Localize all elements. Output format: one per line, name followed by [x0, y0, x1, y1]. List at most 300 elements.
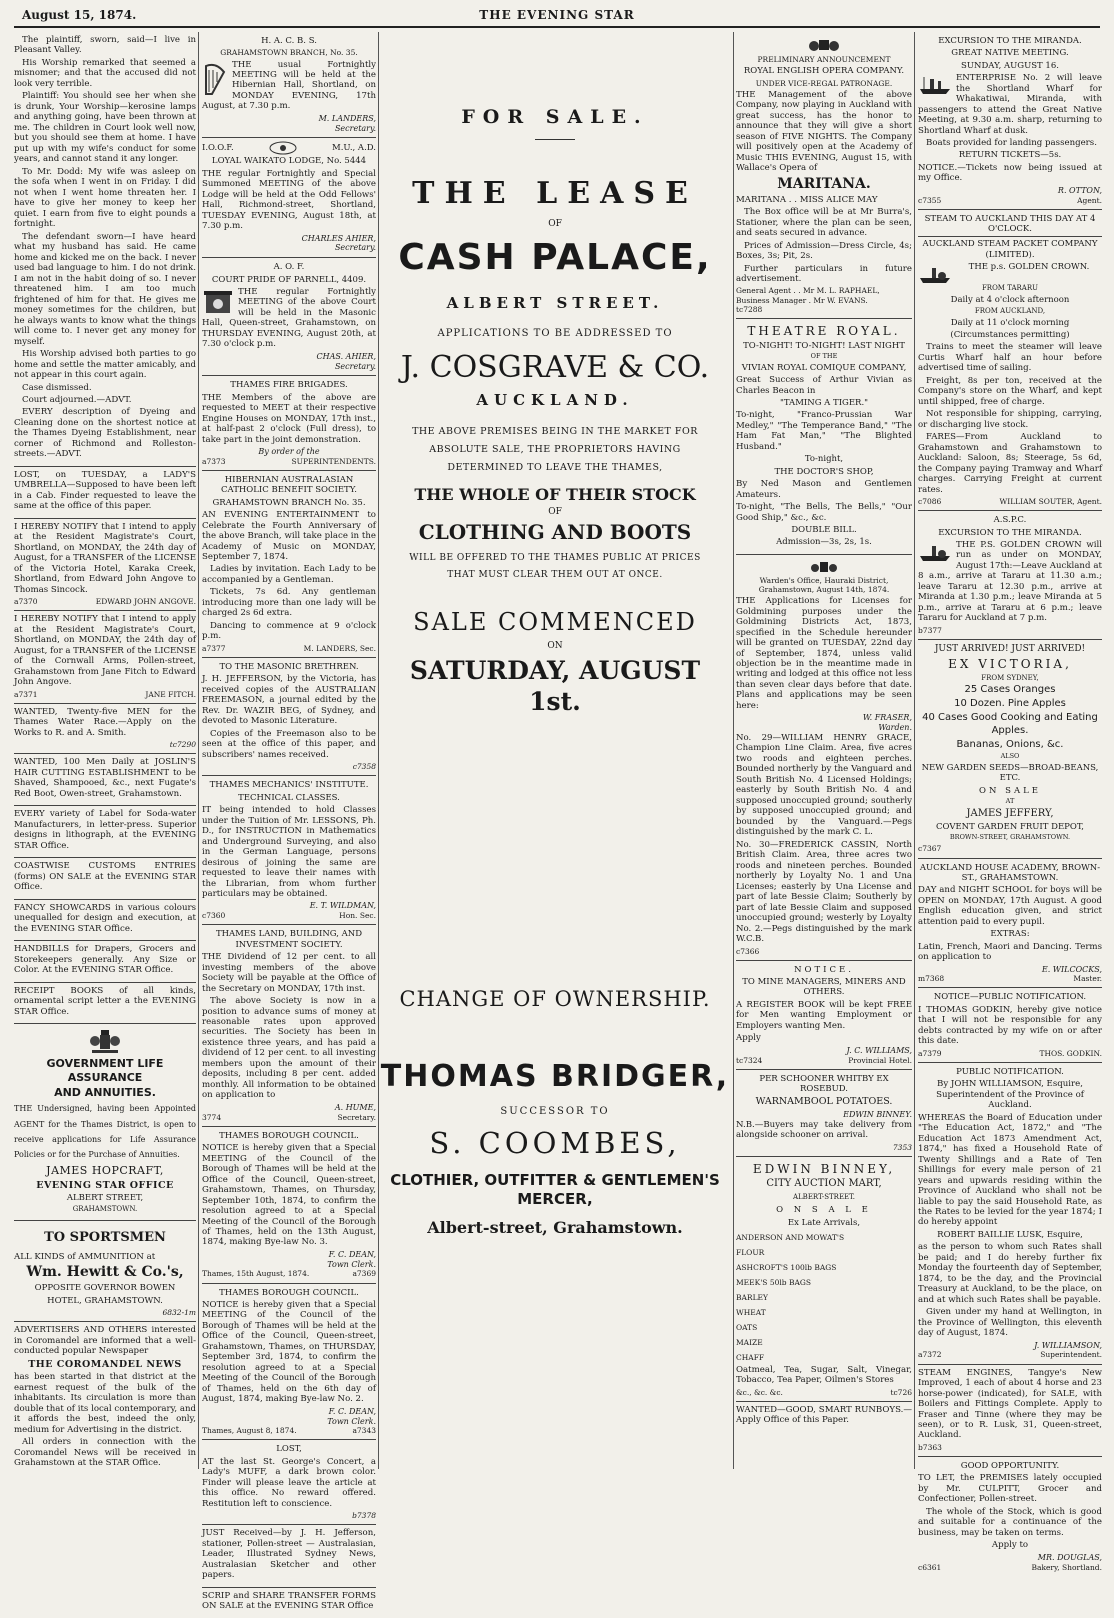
ad-text: RETURN TICKETS—5s. [958, 150, 1062, 161]
ad-heading: TO THE MASONIC BRETHREN. [219, 662, 359, 673]
ad-text: THE P.S. GOLDEN CROWN will run as under on MONDAY, August 17th:—Leave Auckland at 8 a.m., arrive at Tararu at 11.30 a.m.; leave Tararu at 12.30 p.m., arrive at Miranda at 1.30 p.m.; leave Miranda at 5 p.m., arrive at Tararu at 6 p.m.; leave Tararu for Auckland at 7 p.m. [918, 539, 1102, 624]
ad-signature: EDWARD JOHN ANGOVE. [95, 597, 196, 607]
ad-subheading: UNDER VICE-REGAL PATRONAGE. [755, 78, 893, 88]
ad-heading: EXCURSION TO THE MIRANDA. [938, 527, 1082, 538]
ad-text: Prices of Admission—Dress Circle, 4s; Boxes, 3s; Pit, 2s. [736, 240, 912, 262]
ad-signature: WILLIAM SOUTER, Agent. [999, 497, 1102, 507]
column-1 [14, 32, 196, 1469]
ad-signature: CHARLES AHIER, [301, 233, 376, 243]
ad-signature-title: Secretary. [334, 243, 376, 253]
academy-ad [918, 859, 1102, 989]
handbills-ad [14, 941, 196, 982]
ad-text: Copies of the Freemason also to be seen at the office of this paper, and subscribers' names received. [202, 728, 376, 760]
ad-text: I HEREBY NOTIFY that I intend to apply at the Resident Magistrate's Court, Shortland, on MONDAY, the 24th day of August, for a TRANSFER of the LICENSE of the Victoria Hotel, Karaka Creek, Shortland, from Edward John Angove to Thomas Sincock. [14, 521, 196, 595]
opera-ad [736, 32, 912, 319]
ad-signature: E. WILCOCKS, [1041, 964, 1102, 974]
ad-text: has been started in that district at the earnest request of the bulk of the inhabitants. Its circulation is more than double that of its local contemporary, and it affords the best, indeed the only, medium for Advertising in the district. [14, 1372, 196, 1435]
ad-subheading: LOYAL WAIKATO LODGE, No. 5444 [211, 156, 367, 167]
court-paragraph: The defendant sworn—I have heard what my husband has said. He came home and kicked me on the back. I never used bad language to him. I do not drink. I am not in the habit doing of so. I never threatened him. I am too much frightened of him for that. He gives me money sometimes for the children, but he always wants to know what the things will come to. I never get any money for myself. [14, 231, 196, 347]
ad-subheading: COURT PRIDE OF PARNELL, 4409. [211, 274, 367, 285]
hibernian-notice [202, 471, 376, 658]
premises-line: DETERMINED TO LEAVE THE THAMES, [447, 462, 663, 474]
claim-entry: No. 30—FREDERICK CASSIN, North British Claim. Area, three acres two roods and nineteen perches. Bounded northerly by Loyalty No. 1 and Una Licenses; easterly by Una License and part of late Bessie Claim; Southerly by part of late Bessie Claim and supposed unoccupied ground; westerly by Loyalty No. 2.—Pegs distinguished by the mark W.C.B. [736, 839, 912, 945]
ad-heading: HIBERNIAN AUSTRALASIAN CATHOLIC BENEFIT SOCIETY. [221, 474, 357, 496]
ad-text: To-night, "Franco-Prussian War Medley," "The Temperance Band," "The Ham Fat Man," "The Blighted Husband." [736, 410, 912, 452]
ad-footer [736, 1388, 912, 1397]
ad-text: JUST Received—by J. H. Jefferson, stationer, Pollen-street — Australasian, Leader, Illustrated Sydney News, Australasian Sketcher and other papers. [202, 1528, 376, 1581]
ad-heading: PER SCHOONER WHITBY EX ROSEBUD. [759, 1073, 889, 1094]
ad-signature: CHAS. AHIER, [316, 351, 376, 361]
warden-notice [736, 555, 912, 961]
merchant-name: JAMES JEFFERY, [966, 807, 1054, 819]
ad-text: TO LET, the PREMISES lately occupied by Mr. CULPITT, Grocer and Confectioner, Pollen-street. [918, 1473, 1102, 1505]
ad-code: a7372 [918, 1350, 942, 1360]
ad-text: HANDBILLS for Drapers, Grocers and Storekeepers generally. Any Size or Color. At the EVENING STAR Office. [14, 944, 196, 976]
ad-subheading: SUNDAY, AUGUST 16. [961, 60, 1059, 71]
aof-notice [202, 258, 376, 376]
ad-text: SCRIP and SHARE TRANSFER FORMS ON SALE at the EVENING STAR Office [202, 1590, 376, 1612]
hacbs-notice [202, 32, 376, 138]
produce-line: 25 Cases Oranges [964, 684, 1056, 696]
ad-subheading: GRAHAMSTOWN BRANCH No. 35. [212, 497, 366, 508]
ad-text: The above Society is now in a position to advance sums of money at reasonable rates upon approved securities. The Society has been in existence three years, and has paid a dividend of 12 per cent. to all investing members upon the amount of their deposits, including 8 per cent. added monthly. All information to be obtained on application to [202, 996, 376, 1101]
ad-signature: J. C. WILLIAMS, [846, 1045, 912, 1055]
ad-signature: JANE FITCH. [145, 689, 196, 699]
ad-text: By order of the [258, 447, 320, 457]
opera-manager: Business Manager . Mr W. EVANS. [736, 295, 868, 305]
ad-heading: AUCKLAND STEAM PACKET COMPANY (LIMITED). [918, 236, 1102, 260]
ioof-label: I.O.O.F. [202, 143, 234, 154]
ad-heading: WARNAMBOOL POTATOES. [755, 1096, 893, 1108]
royal-crest-icon [808, 37, 840, 53]
ad-footer [918, 1350, 1102, 1359]
lost-umbrella-ad [14, 467, 196, 519]
ad-text: LOST, on TUESDAY, a LADY'S UMBRELLA—Supposed to have been left in a Cab. Finder requested to leave the same at the office of this paper. [14, 469, 196, 512]
auckland-heading: AUCKLAND. [476, 390, 634, 409]
ad-heading: THAMES LAND, BUILDING, AND INVESTMENT SOCIETY. [215, 929, 363, 950]
ad-code: 6832-1m [162, 1308, 196, 1318]
steamship-icon [918, 75, 952, 95]
life-assurance-ad [14, 1024, 196, 1221]
of-label: OF [548, 506, 562, 517]
theatre-royal-ad [736, 319, 912, 555]
ad-heading: H. A. C. B. S. [261, 36, 317, 46]
ad-text: ALL KINDS of AMMUNITION at [14, 1251, 156, 1262]
auction-mart-ad [736, 1157, 912, 1402]
court-paragraph: His Worship remarked that seemed a misnomer; and that the accused did not look very terrible. [14, 57, 196, 89]
ad-subheading: TO-NIGHT! TO-NIGHT! LAST NIGHT [743, 340, 905, 351]
ad-text: FARES—From Auckland to Grahamstown and Grahamstown to Auckland: Saloon, 8s; Steerage, 5s 6d, the Company paying Tramway and Wharf charges. Carrying Freight at current rates. [918, 432, 1102, 495]
ad-heading: Warden's Office, Hauraki District, Grahamstown, August 14th, 1874. [758, 575, 890, 594]
ad-text: Dancing to commence at 9 o'clock p.m. [202, 620, 376, 642]
ad-signature: M. LANDERS, Sec. [303, 643, 376, 653]
ad-heading: NOTICE. [794, 964, 854, 975]
claim-entry: No. 29—WILLIAM HENRY GRACE, Champion Line Claim. Area, five acres two roods and eighteen perches. Bounded northerly by the Vanguard and South British No. 4 Licensed Holdings; easterly by South British No. 4 and supposed unoccupied ground; southerly by supposed unoccupied ground; and bounded by the Vanguard.—Pegs distinguished by the mark C. L. [736, 732, 912, 838]
steam-engines-ad [918, 1365, 1102, 1458]
ad-heading: AND ANNUITIES. [54, 1085, 156, 1099]
ad-date: Thames, 15th August, 1874. [202, 1269, 310, 1279]
ad-signature: MR. DOUGLAS, [1037, 1552, 1102, 1562]
scrip-forms-ad [202, 1588, 376, 1618]
ad-text: AT [1005, 796, 1015, 805]
ad-code: a7370 [14, 597, 38, 607]
ad-text: Apply to [991, 1540, 1029, 1551]
mine-managers-notice [736, 961, 912, 1070]
ad-code: b7378 [352, 1511, 376, 1521]
ad-text: ENTERPRISE No. 2 will leave the Shortland Wharf for Whakatiwai, Miranda, with passengers to attend the Great Native Meeting, at 9.30 a.m. sharp, returning to Shortland Wharf at dusk. [918, 73, 1102, 136]
ad-signature-title: Town Clerk. [327, 1259, 376, 1269]
column-rule [198, 32, 199, 1469]
ad-text: I HEREBY NOTIFY that I intend to apply at the Resident Magistrate's Court, Shortland, on MONDAY, the 24th day of August, for a TRANSFER of the LICENSE of the Cornwall Arms, Pollen-street, Grahamstown from Jane Fitch to Edward John Angove. [14, 614, 196, 688]
ad-code: m7368 [918, 974, 945, 984]
steamship-icon [918, 542, 952, 562]
ad-subheading: TO MINE MANAGERS, MINERS AND OTHERS. [742, 977, 906, 998]
ad-signature: EDWIN BINNEY. [843, 1109, 912, 1119]
ad-heading: A. O. F. [273, 262, 305, 273]
potatoes-ad [736, 1070, 912, 1157]
ad-code: c7358 [352, 762, 376, 772]
ad-heading: THAMES BOROUGH COUNCIL. [219, 1287, 359, 1298]
ad-signature: F. C. DEAN, [328, 1406, 376, 1416]
column-rule [914, 32, 915, 1469]
ad-code: tc726 [890, 1387, 912, 1397]
ad-heading: EXCURSION TO THE MIRANDA. [938, 36, 1082, 46]
offer-line: THAT MUST CLEAR THEM OUT AT ONCE. [447, 570, 663, 581]
steamship-icon [918, 264, 952, 284]
ad-text: Oatmeal, Tea, Sugar, Salt, Vinegar, Tobacco, Tea Paper, Oilmen's Stores [736, 1364, 912, 1386]
ad-heading: PUBLIC NOTIFICATION. [956, 1066, 1064, 1077]
ad-text: Not responsible for shipping, carrying, or discharging live stock. [918, 409, 1102, 430]
ad-code: tc7324 [736, 1055, 763, 1065]
court-paragraph: Court adjourned.—ADVT. [22, 394, 132, 405]
ad-code: a7369 [352, 1269, 376, 1279]
ad-footer [202, 911, 376, 920]
column-2 [202, 32, 376, 1612]
ad-heading: JUST ARRIVED! JUST ARRIVED! [934, 643, 1086, 654]
ad-signature-title: Superintendent. [1040, 1350, 1102, 1360]
ad-heading: NOTICE—PUBLIC NOTIFICATION. [933, 992, 1087, 1003]
column-3-cash-palace-ad [380, 32, 730, 1469]
ad-text: DAY and NIGHT SCHOOL for boys will be OPEN on MONDAY, 17th August. A good English education given, and strict attention paid to every pupil. [918, 885, 1102, 927]
court-paragraph: His Worship advised both parties to go home and settle the matter amicably, and not appear in this court again. [14, 349, 196, 381]
sale-commenced-heading: SALE COMMENCED [413, 608, 697, 637]
ad-signature-title: Secretary. [334, 361, 376, 371]
ad-heading: THAMES FIRE BRIGADES. [230, 380, 348, 391]
ad-text: NOTICE is hereby given that a Special MEETING of the Council of the Borough of Thames will be held at the Office of the Council, Queen-street, Grahamstown, Thames, on THURSDAY, September 3rd, 1874, to confirm the resolution agreed to at a Special Meeting of the Council of the Borough of Thames, held on the 6th day of August, 1874, making Bye-law No. 2. [202, 1299, 376, 1405]
agent-name: JAMES HOPCRAFT, [46, 1164, 164, 1178]
ad-text: THE Applications for Licenses for Goldmining purposes under the Goldmining Districts Act, 1873, specified in the Schedule hereunder will be granted on TUESDAY, 22nd day of September, 1874, unless valid objection be in the meantime made in writing and lodged at this office not less than seven clear days before that date. Plans and applications may be seen here: [736, 596, 912, 711]
foresters-emblem-icon [202, 289, 234, 317]
thomas-bridger-heading: THOMAS BRIDGER, [380, 1059, 730, 1095]
ad-footer [918, 1563, 1102, 1572]
opera-agent: General Agent . . Mr M. L. RAPHAEL, [736, 286, 880, 296]
ad-signature-title: Bakery, Shortland. [1031, 1562, 1102, 1572]
hair-cutting-ad [14, 754, 196, 806]
ad-signature: E. T. WILDMAN, [309, 901, 376, 911]
ad-heading: THE COROMANDEL NEWS [28, 1358, 182, 1370]
ad-text: RECEIPT BOOKS of all kinds, ornamental script letter a the EVENING STAR Office. [14, 985, 196, 1017]
ad-subheading: TECHNICAL CLASSES. [238, 792, 340, 803]
ad-text: COASTWISE CUSTOMS ENTRIES (forms) ON SALE at the EVENING STAR Office. [14, 861, 196, 893]
route-label: FROM AUCKLAND, [974, 307, 1046, 316]
produce-line: NEW GARDEN SEEDS—BROAD-BEANS, ETC. [921, 762, 1099, 784]
ad-text: AT the last St. George's Concert, a Lady's MUFF, a dark brown color. Finder will please leave the article at this office. No reward offered. Restitution left to conscience. [202, 1456, 376, 1509]
ad-text: Apply [736, 1033, 761, 1044]
fire-brigades-notice [202, 376, 376, 471]
ad-signature-title: Warden. [878, 723, 912, 733]
ad-text: By JOHN WILLIAMSON, Esquire, Superintendent of the Province of Auckland. [936, 1079, 1084, 1111]
ad-text: Ladies by invitation. Each Lady to be accompanied by a Gentleman. [202, 564, 376, 585]
premises-line: ABSOLUTE SALE, THE PROPRIETORS HAVING [429, 444, 681, 456]
ad-signature: W. FRASER, [862, 713, 912, 723]
appointee-name: ROBERT BAILLIE LUSK, Esquire, [937, 1229, 1083, 1240]
ioof-notice [202, 138, 376, 258]
ad-text: Great Success of Arthur Vivian as Charles Beacon in [736, 375, 912, 396]
ad-code: b7377 [918, 625, 942, 635]
wanted-men-ad [14, 704, 196, 755]
for-sale-heading: FOR SALE. [461, 106, 649, 128]
ad-signature-title: Secretary. [334, 123, 376, 133]
ad-heading: THAMES MECHANICS' INSTITUTE. [209, 780, 369, 791]
ad-text: THE Undersigned, having been Appointed AGENT for the Thames District, is open to receive applications for Life Assurance Policies or for the Purchase of Annuities. [14, 1104, 196, 1159]
ad-text: THE Management of the above Company, now playing in Auckland with great success, has the honor to announce that they will give a short season of FIVE NIGHTS. The Company will positively open at the Academy of Music THIS EVENING, August 15, with Wallace's Opera of [736, 89, 912, 174]
ad-signature: F. C. DEAN, [328, 1249, 376, 1259]
ad-text: ALSO [1000, 751, 1020, 760]
borough-council-notice [202, 1127, 376, 1284]
ad-date: Thames, August 8, 1874. [202, 1426, 297, 1436]
godkin-notice [918, 988, 1102, 1062]
land-society-notice [202, 925, 376, 1126]
on-label: ON [547, 641, 563, 652]
ad-code: c7360 [202, 911, 226, 921]
newspaper-title: THE EVENING STAR [479, 8, 635, 22]
ad-text: STEAM ENGINES, Tangye's New Improved, 1 each of about 4 horse and 23 horse-power (indicated), for SALE, with Boilers and Fittings Complete. Apply to Fraser and Tinne (where they may be seen), or to R. Lusk, 31, Queen-street, Auckland. [918, 1367, 1102, 1441]
produce-line: Bananas, Onions, &c. [956, 738, 1064, 750]
list-item: ASHCROFT'S 100lb BAGS [736, 1262, 837, 1272]
ad-subheading: FROM SYDNEY, [981, 673, 1039, 682]
ad-subheading: GREAT NATIVE MEETING. [951, 48, 1069, 59]
ad-footer [14, 597, 196, 606]
column-rule [733, 32, 734, 1469]
merchant-address: OPPOSITE GOVERNOR BOWEN [34, 1283, 176, 1294]
ad-code: a7371 [14, 689, 38, 699]
ad-text: A REGISTER BOOK will be kept FREE for Men wanting Employment or Employers wanting Men. [736, 999, 912, 1031]
ship-name: EX VICTORIA, [948, 656, 1072, 671]
newspapers-received-ad [202, 1525, 376, 1587]
royal-crest-icon [88, 1029, 122, 1055]
harp-icon [202, 62, 228, 96]
ad-footer [736, 1056, 912, 1065]
public-notification [918, 1063, 1102, 1365]
ad-heading: GOVERNMENT LIFE ASSURANCE [46, 1057, 164, 1084]
ad-code: tc7288 [736, 304, 763, 314]
ad-heading: THAMES BOROUGH COUNCIL. [219, 1130, 359, 1141]
ad-footer [202, 644, 376, 653]
issue-date: August 15, 1874. [22, 8, 137, 22]
on-sale-heading: O N S A L E [776, 1205, 872, 1216]
ad-code: c7086 [918, 497, 942, 507]
ad-footer [202, 457, 376, 466]
ad-code: 7353 [892, 1142, 912, 1152]
ad-heading: ROYAL ENGLISH OPERA COMPANY. [743, 66, 905, 77]
ad-code: a7379 [918, 1048, 942, 1058]
ad-text: Further particulars in future advertisement. [736, 263, 912, 284]
ad-text: Ex Late Arrivals, [787, 1217, 861, 1228]
column-rule [378, 32, 379, 1469]
ad-code: tc7290 [169, 740, 196, 750]
stock-heading: THE WHOLE OF THEIR STOCK [414, 485, 696, 505]
coombes-heading: S. COOMBES, [429, 1125, 681, 1160]
clothing-heading: CLOTHING AND BOOTS [418, 519, 692, 544]
ad-text: WANTED, Twenty-five MEN for the Thames Water Race.—Apply on the Works to R. and A. Smith. [14, 706, 196, 738]
ad-text: IT being intended to hold Classes under the Tuition of Mr. LESSONS, Ph. D., for INSTRUCTION in Mathematics and Underground Surveying, and also in the German Language, persons desirous of joining the same are requested to leave their names with the Librarian, from whom further particulars may be obtained. [202, 805, 376, 899]
ad-signature: SUPERINTENDENTS. [291, 456, 376, 466]
schedule: Daily at 11 o'clock morning [950, 317, 1070, 328]
ad-subheading: OF THE [810, 351, 838, 360]
ad-text: FANCY SHOWCARDS in various colours unequalled for design and execution, at the EVENING STAR Office. [14, 902, 196, 934]
ad-text: To-night, "The Bells, The Bells," "Our Good Ship," &c., &c. [736, 502, 912, 523]
ad-footer [918, 1049, 1102, 1058]
mu-label: M.U., A.D. [332, 143, 376, 154]
miranda-excursion-ad [918, 32, 1102, 210]
borough-council-notice [202, 1284, 376, 1441]
of-label: OF [548, 218, 562, 229]
merchant-address: HOTEL, GRAHAMSTOWN. [47, 1295, 163, 1306]
ad-text: NOTICE.—Tickets now being issued at my Office. [918, 162, 1102, 184]
schedule: Daily at 4 o'clock afternoon [950, 294, 1070, 305]
clothier-heading: CLOTHIER, OUTFITTER & GENTLEMEN'S MERCER, [390, 1171, 720, 1208]
agent-street: ALBERT STREET, [66, 1193, 144, 1204]
license-transfer-ad [14, 611, 196, 704]
ad-code: c7366 [736, 946, 760, 956]
ad-text: By Ned Mason and Gentlemen Amateurs. [736, 479, 912, 500]
label-ad [14, 806, 196, 858]
goods-list [736, 1230, 912, 1365]
cash-palace-heading: CASH PALACE, [398, 236, 712, 278]
ad-text: WANTED—GOOD, SMART RUNBOYS.—Apply Office of this Paper. [736, 1404, 912, 1426]
ad-heading: A.S.P.C. [993, 515, 1027, 526]
ad-signature: M. LANDERS, [318, 113, 376, 123]
mechanics-institute-notice [202, 776, 376, 925]
ad-subheading: DOUBLE BILL. [791, 525, 857, 536]
ad-code: c6361 [918, 1562, 942, 1572]
ad-text: AN EVENING ENTERTAINMENT to Celebrate the Fourth Anniversary of the above Branch, will take place in the Academy of Music on MONDAY, September 7, 1874. [202, 510, 376, 562]
ad-heading: AUCKLAND HOUSE ACADEMY, BROWN-ST., GRAHAMSTOWN. [919, 862, 1101, 883]
opera-cast: MARITANA . . MISS ALICE MAY [736, 194, 878, 205]
steam-packet-ad [918, 210, 1102, 512]
court-report [14, 32, 196, 467]
ad-text: N.B.—Buyers may take delivery from alongside schooner on arrival. [736, 1119, 912, 1141]
eye-icon [268, 141, 298, 155]
successor-label: SUCCESSOR TO [500, 1105, 610, 1117]
list-item: WHEAT [736, 1307, 766, 1317]
lease-heading: THE LEASE [412, 176, 698, 212]
ad-footer [202, 1269, 376, 1278]
ad-heading: STEAM TO AUCKLAND THIS DAY AT 4 O'CLOCK. [924, 213, 1096, 235]
customs-entries-ad [14, 858, 196, 899]
ad-text: Trains to meet the steamer will leave Curtis Wharf half an hour before advertised time of sailing. [918, 342, 1102, 374]
ad-heading: PRELIMINARY ANNOUNCEMENT [757, 55, 891, 64]
ad-footer [918, 974, 1102, 983]
masthead [14, 4, 1100, 28]
ad-text: THE regular Fortnightly and Special Summoned MEETING of the above Lodge will be held at the Odd Fellows' Hall, Richmond-street, Shortland, TUESDAY EVENING, August 18th, at 7.30 p.m. [202, 168, 376, 232]
ad-text: THE regular Fortnightly MEETING of the above Court will be held in the Masonic Hall, Queen-street, Grahamstown, on THURSDAY EVENING, August 20th, at 7.30 o'clock p.m. [202, 286, 376, 350]
ad-footer [202, 1426, 376, 1435]
royal-crest-icon [810, 560, 838, 574]
on-sale-heading: ON SALE [979, 785, 1041, 796]
change-of-ownership-heading: CHANGE OF OWNERSHIP. [399, 987, 711, 1012]
list-item: BARLEY [736, 1292, 768, 1302]
ad-code: a7343 [352, 1426, 376, 1436]
lost-muff-ad [202, 1440, 376, 1525]
list-item: MAIZE [736, 1337, 763, 1347]
column-4 [736, 32, 912, 1469]
masonic-notice [202, 658, 376, 776]
ad-subheading: VIVIAN ROYAL COMIQUE COMPANY, [741, 362, 907, 373]
ad-signature: R. OTTON, [1057, 185, 1102, 195]
court-paragraph: Case dismissed. [22, 382, 92, 393]
premises-text [380, 423, 730, 477]
miranda-excursion-ad-2 [918, 511, 1102, 640]
court-paragraph: To Mr. Dodd: My wife was asleep on the sofa when I went in on Friday. I did not when I went home threaten her. I have to give her money to keep her quiet. I earn from five to eight pounds a fortnight. [14, 166, 196, 230]
good-opportunity-ad [918, 1457, 1102, 1576]
ad-heading: GOOD OPPORTUNITY. [960, 1461, 1060, 1472]
ad-text: The whole of the Stock, which is good and suitable for a continuance of the business, may be taken on terms. [918, 1506, 1102, 1538]
street-heading: ALBERT STREET. [446, 293, 664, 312]
premises-line: THE ABOVE PREMISES BEING IN THE MARKET FOR [412, 426, 698, 438]
ad-text: I THOMAS GODKIN, hereby give notice that I will not be responsible for any debts contracted by my wife on or after this date. [918, 1004, 1102, 1047]
ad-text: WHEREAS the Board of Education under "The Education Act, 1872," and "The Education Act 1873 Amendment Act, 1874," has fixed a Household Rate of Twenty Shillings and a Rate of Ten Shillings for every male person of 21 years and upwards residing within the Province of Auckland who shall not be liable to pay the said Household Rate, as the Rates to be levied for the year 1874; I do hereby appoint [918, 1112, 1102, 1228]
ad-code: a7377 [202, 643, 226, 653]
merchant-name: Wm. Hewitt & Co.'s, [26, 1264, 184, 1281]
ad-subheading: EXTRAS: [990, 929, 1030, 940]
ad-signature: A. HUME, [334, 1102, 376, 1112]
fruit-depot-ad [918, 640, 1102, 859]
license-transfer-ad [14, 519, 196, 612]
address-heading: Albert-street, Grahamstown. [427, 1217, 683, 1237]
list-item: FLOUR [736, 1247, 765, 1257]
play-title: "TAMING A TIGER." [779, 398, 869, 409]
ad-signature-title: Master. [1073, 974, 1102, 984]
ad-heading: LOST, [276, 1444, 302, 1455]
ad-footer [202, 1113, 376, 1122]
ad-heading: CITY AUCTION MART, [766, 1178, 882, 1190]
play-title: THE DOCTOR'S SHOP, [774, 466, 874, 477]
offer-line: WILL BE OFFERED TO THE THAMES PUBLIC AT PRICES [409, 553, 701, 564]
ad-signature-title: Secretary. [337, 1112, 376, 1122]
list-item: OATS [736, 1322, 758, 1332]
ad-text: Given under my hand at Wellington, in the Province of Wellington, this eleventh day of August, 1874. [918, 1307, 1102, 1339]
ad-text: Freight, 8s per ton, received at the Company's store on the Wharf, and kept until shipped, free of charge. [918, 375, 1102, 407]
ad-text: J. H. JEFFERSON, by the Victoria, has received copies of the AUSTRALIAN FREEMASON, a journal edited by the Rev. Dr. WAZIR BEG, of Sydney, and devoted to Masonic Literature. [202, 674, 376, 727]
ad-heading: THEATRE ROYAL. [747, 323, 901, 338]
ad-signature: THOS. GODKIN. [1039, 1048, 1102, 1058]
ad-code: 3774 [202, 1112, 222, 1122]
sale-date-heading: SATURDAY, AUGUST 1st. [409, 656, 701, 716]
ad-text: All orders in connection with the Coromandel News will be received in Grahamstown at the STAR Office. [14, 1437, 196, 1469]
ad-text: The Box office will be at Mr Burra's, Stationer, where the plan can be seen, and seats secured in advance. [736, 207, 912, 239]
ad-text: Boats provided for landing passengers. [926, 137, 1097, 148]
list-item: CHAFF [736, 1352, 765, 1362]
ad-code: a7373 [202, 456, 226, 466]
agent-town: GRAHAMSTOWN. [72, 1205, 138, 1214]
ad-code: c7367 [918, 844, 942, 854]
court-paragraph: Plaintiff: You should see her when she is drunk, Your Worship—kerosine lamps and anything going, have been thrown at me. The children in Court look well now, but you should see them at home. I have put up with my wife's conduct for some years, and cannot stand it any longer. [14, 91, 196, 165]
sportsmen-ad [14, 1221, 196, 1322]
ad-footer [918, 497, 1102, 506]
ad-text: ADVERTISERS AND OTHERS interested in Coromandel are informed that a well-conducted popular Newspaper [14, 1325, 196, 1357]
column-5 [918, 32, 1102, 1572]
